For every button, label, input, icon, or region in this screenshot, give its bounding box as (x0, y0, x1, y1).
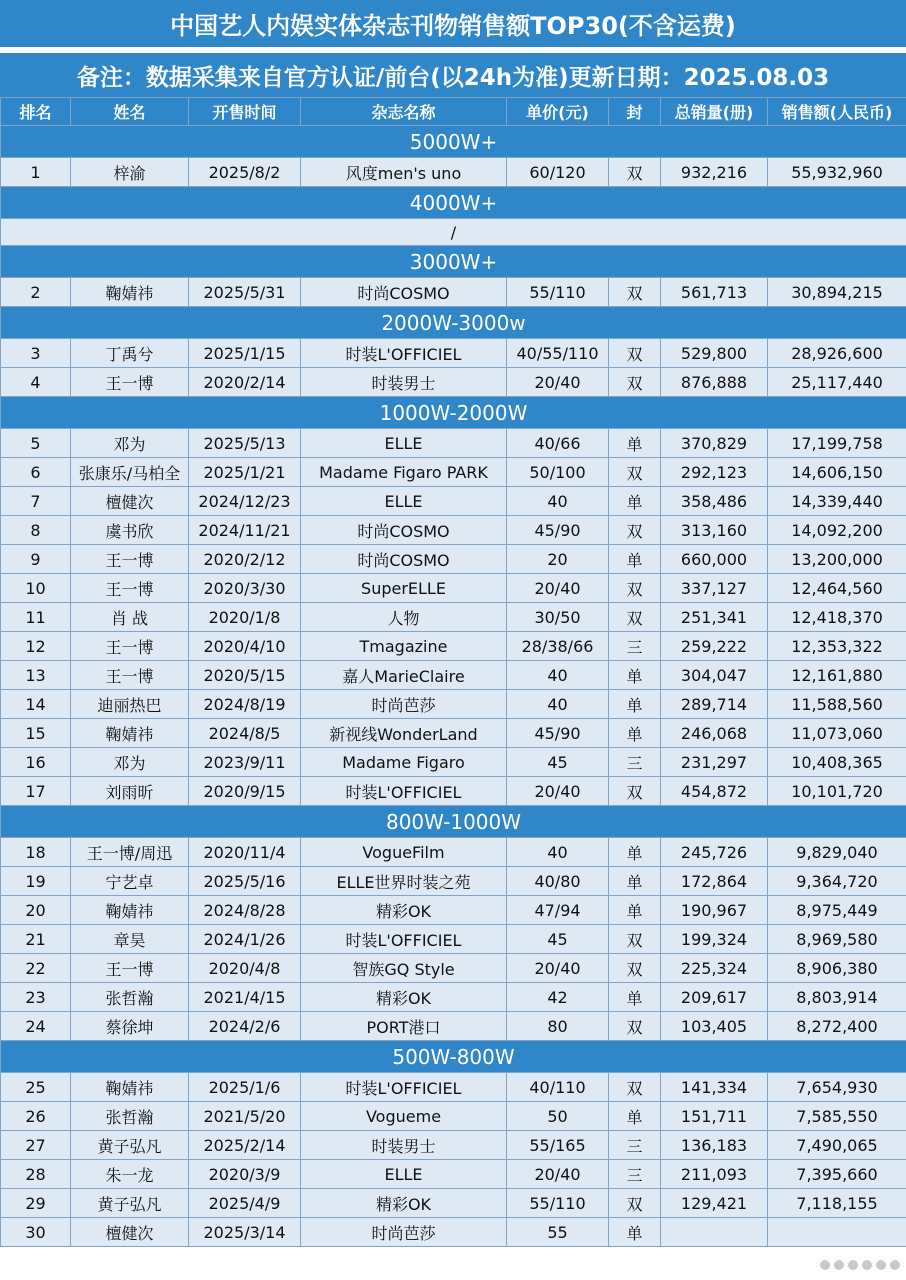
cell-rank: 24 (1, 1012, 71, 1041)
cell-release-date: 2020/2/12 (189, 545, 301, 574)
cell-total-sales: 304,047 (661, 661, 768, 690)
cell-magazine: 时装L'OFFICIEL (301, 925, 507, 954)
cell-total-sales: 292,123 (661, 458, 768, 487)
cell-total-sales: 251,341 (661, 603, 768, 632)
cell-magazine: ELLE (301, 487, 507, 516)
cell-unit-price: 30/50 (507, 603, 609, 632)
cell-revenue: 12,161,880 (768, 661, 906, 690)
cell-cover: 双 (609, 339, 661, 368)
cell-name: 鞠婧祎 (71, 1073, 189, 1102)
table-row (1, 632, 906, 661)
cell-revenue: 12,418,370 (768, 603, 906, 632)
cell-unit-price: 40/55/110 (507, 339, 609, 368)
cell-cover: 双 (609, 368, 661, 397)
cell-unit-price: 47/94 (507, 896, 609, 925)
cell-release-date: 2024/1/26 (189, 925, 301, 954)
cell-magazine: ELLE世界时装之苑 (301, 867, 507, 896)
table-row (1, 545, 906, 574)
cell-release-date: 2020/11/4 (189, 838, 301, 867)
tier-band-row (1, 187, 906, 219)
cell-name: 黄子弘凡 (71, 1131, 189, 1160)
cell-release-date: 2024/11/21 (189, 516, 301, 545)
cell-cover: 双 (609, 777, 661, 806)
cell-unit-price: 80 (507, 1012, 609, 1041)
cell-magazine: ELLE (301, 429, 507, 458)
cell-release-date: 2023/9/11 (189, 748, 301, 777)
cell-unit-price: 45/90 (507, 719, 609, 748)
cell-cover: 单 (609, 838, 661, 867)
col-header-unit-price: 单价(元) (507, 98, 609, 126)
cell-release-date: 2025/8/2 (189, 158, 301, 187)
cell-rank: 27 (1, 1131, 71, 1160)
cell-name: 王一博 (71, 632, 189, 661)
tier-label: 4000W+ (1, 187, 906, 219)
table-row (1, 603, 906, 632)
cell-total-sales: 337,127 (661, 574, 768, 603)
cell-release-date: 2020/4/10 (189, 632, 301, 661)
cell-magazine: PORT港口 (301, 1012, 507, 1041)
cell-release-date: 2021/5/20 (189, 1102, 301, 1131)
cell-total-sales: 211,093 (661, 1160, 768, 1189)
cell-rank: 3 (1, 339, 71, 368)
cell-rank: 4 (1, 368, 71, 397)
cell-rank: 5 (1, 429, 71, 458)
cell-magazine: 嘉人MarieClaire (301, 661, 507, 690)
cell-revenue: 12,464,560 (768, 574, 906, 603)
cell-total-sales: 876,888 (661, 368, 768, 397)
cell-revenue: 30,894,215 (768, 278, 906, 307)
cell-total-sales: 932,216 (661, 158, 768, 187)
cell-cover: 双 (609, 574, 661, 603)
tier-label: 2000W-3000w (1, 307, 906, 339)
table-row (1, 458, 906, 487)
cell-unit-price: 20/40 (507, 368, 609, 397)
cell-name: 梓渝 (71, 158, 189, 187)
cell-release-date: 2025/5/16 (189, 867, 301, 896)
cell-cover: 单 (609, 661, 661, 690)
cell-magazine: 人物 (301, 603, 507, 632)
cell-total-sales: 151,711 (661, 1102, 768, 1131)
cell-cover: 双 (609, 458, 661, 487)
table-row (1, 339, 906, 368)
cell-unit-price: 45/90 (507, 516, 609, 545)
cell-total-sales: 225,324 (661, 954, 768, 983)
cell-name: 章昊 (71, 925, 189, 954)
cell-revenue: 25,117,440 (768, 368, 906, 397)
cell-magazine: SuperELLE (301, 574, 507, 603)
cell-name: 王一博/周迅 (71, 838, 189, 867)
col-header-rank: 排名 (1, 98, 71, 126)
cell-magazine: 风度men's uno (301, 158, 507, 187)
cell-name: 张康乐/马柏全 (71, 458, 189, 487)
cell-name: 肖 战 (71, 603, 189, 632)
cell-name: 虞书欣 (71, 516, 189, 545)
table-row (1, 748, 906, 777)
cell-cover: 单 (609, 983, 661, 1012)
cell-rank: 13 (1, 661, 71, 690)
table-row (1, 954, 906, 983)
cell-revenue: 8,969,580 (768, 925, 906, 954)
cell-revenue: 28,926,600 (768, 339, 906, 368)
table-row (1, 661, 906, 690)
cell-cover: 双 (609, 278, 661, 307)
cell-unit-price: 40 (507, 690, 609, 719)
cell-unit-price: 40 (507, 838, 609, 867)
cell-release-date: 2020/5/15 (189, 661, 301, 690)
cell-release-date: 2025/5/31 (189, 278, 301, 307)
cell-release-date: 2021/4/15 (189, 983, 301, 1012)
table-row (1, 777, 906, 806)
header-row (1, 98, 906, 126)
cell-unit-price: 50/100 (507, 458, 609, 487)
cell-revenue: 8,975,449 (768, 896, 906, 925)
table-row (1, 487, 906, 516)
cell-magazine: 时尚COSMO (301, 516, 507, 545)
cell-magazine: 时装L'OFFICIEL (301, 777, 507, 806)
cell-release-date: 2025/1/15 (189, 339, 301, 368)
cell-rank: 8 (1, 516, 71, 545)
cell-magazine: 精彩OK (301, 1189, 507, 1218)
table-row (1, 983, 906, 1012)
cell-name: 王一博 (71, 545, 189, 574)
cell-name: 鞠婧祎 (71, 896, 189, 925)
cell-revenue: 14,606,150 (768, 458, 906, 487)
cell-release-date: 2025/2/14 (189, 1131, 301, 1160)
tier-label: 500W-800W (1, 1041, 906, 1073)
cell-magazine: 时尚芭莎 (301, 690, 507, 719)
cell-name: 丁禹兮 (71, 339, 189, 368)
cell-magazine: Madame Figaro (301, 748, 507, 777)
cell-total-sales: 370,829 (661, 429, 768, 458)
cell-name: 张哲瀚 (71, 1102, 189, 1131)
col-header-name: 姓名 (71, 98, 189, 126)
cell-revenue: 7,395,660 (768, 1160, 906, 1189)
cell-name: 黄子弘凡 (71, 1189, 189, 1218)
cell-unit-price: 40/80 (507, 867, 609, 896)
cell-total-sales: 529,800 (661, 339, 768, 368)
cell-magazine: 时装L'OFFICIEL (301, 1073, 507, 1102)
cell-total-sales: 313,160 (661, 516, 768, 545)
cell-cover: 单 (609, 1218, 661, 1247)
table-row (1, 368, 906, 397)
cell-rank: 7 (1, 487, 71, 516)
cell-revenue: 14,339,440 (768, 487, 906, 516)
cell-cover: 双 (609, 1073, 661, 1102)
cell-revenue: 7,585,550 (768, 1102, 906, 1131)
cell-revenue: 17,199,758 (768, 429, 906, 458)
cell-cover: 单 (609, 719, 661, 748)
ranking-table (0, 97, 906, 1247)
cell-name: 鞠婧祎 (71, 278, 189, 307)
cell-rank: 16 (1, 748, 71, 777)
cell-rank: 1 (1, 158, 71, 187)
cell-revenue: 55,932,960 (768, 158, 906, 187)
cell-rank: 28 (1, 1160, 71, 1189)
cell-name: 邓为 (71, 748, 189, 777)
cell-name: 王一博 (71, 954, 189, 983)
cell-release-date: 2024/8/28 (189, 896, 301, 925)
cell-total-sales (661, 1218, 768, 1247)
cell-total-sales: 231,297 (661, 748, 768, 777)
cell-unit-price: 20 (507, 545, 609, 574)
cell-name: 宁艺卓 (71, 867, 189, 896)
cell-cover: 单 (609, 690, 661, 719)
cell-rank: 11 (1, 603, 71, 632)
cell-release-date: 2025/4/9 (189, 1189, 301, 1218)
cell-release-date: 2024/8/19 (189, 690, 301, 719)
cell-total-sales: 289,714 (661, 690, 768, 719)
table-row (1, 1102, 906, 1131)
cell-revenue: 8,272,400 (768, 1012, 906, 1041)
cell-cover: 单 (609, 1102, 661, 1131)
cell-revenue: 11,073,060 (768, 719, 906, 748)
cell-magazine: VogueFilm (301, 838, 507, 867)
cell-unit-price: 20/40 (507, 777, 609, 806)
cell-revenue: 10,408,365 (768, 748, 906, 777)
cell-magazine: 时尚COSMO (301, 278, 507, 307)
table-row (1, 1012, 906, 1041)
cell-total-sales: 199,324 (661, 925, 768, 954)
cell-release-date: 2024/12/23 (189, 487, 301, 516)
cell-cover: 双 (609, 603, 661, 632)
cell-total-sales: 358,486 (661, 487, 768, 516)
table-row (1, 719, 906, 748)
table-row (1, 1218, 906, 1247)
col-header-release-date: 开售时间 (189, 98, 301, 126)
table-row (1, 278, 906, 307)
cell-rank: 26 (1, 1102, 71, 1131)
cell-total-sales: 454,872 (661, 777, 768, 806)
cell-cover: 双 (609, 954, 661, 983)
cell-total-sales: 136,183 (661, 1131, 768, 1160)
cell-cover: 三 (609, 1160, 661, 1189)
cell-name: 张哲瀚 (71, 983, 189, 1012)
cell-name: 檀健次 (71, 1218, 189, 1247)
cell-name: 蔡徐坤 (71, 1012, 189, 1041)
cell-cover: 三 (609, 1131, 661, 1160)
cell-total-sales: 561,713 (661, 278, 768, 307)
cell-revenue: 10,101,720 (768, 777, 906, 806)
cell-magazine: Madame Figaro PARK (301, 458, 507, 487)
cell-magazine: Tmagazine (301, 632, 507, 661)
col-header-cover: 封 (609, 98, 661, 126)
cell-revenue: 7,118,155 (768, 1189, 906, 1218)
cell-rank: 25 (1, 1073, 71, 1102)
cell-release-date: 2025/3/14 (189, 1218, 301, 1247)
cell-cover: 单 (609, 896, 661, 925)
cell-revenue: 8,906,380 (768, 954, 906, 983)
cell-magazine: 精彩OK (301, 896, 507, 925)
cell-unit-price: 28/38/66 (507, 632, 609, 661)
cell-revenue: 12,353,322 (768, 632, 906, 661)
cell-name: 刘雨昕 (71, 777, 189, 806)
cell-unit-price: 40/66 (507, 429, 609, 458)
cell-magazine: 智族GQ Style (301, 954, 507, 983)
watermark-dots (750, 1258, 900, 1272)
cell-revenue: 7,490,065 (768, 1131, 906, 1160)
table-row (1, 838, 906, 867)
cell-magazine: 精彩OK (301, 983, 507, 1012)
cell-magazine: 时装男士 (301, 1131, 507, 1160)
cell-unit-price: 55/110 (507, 278, 609, 307)
cell-unit-price: 55 (507, 1218, 609, 1247)
cell-cover: 双 (609, 158, 661, 187)
cell-magazine: 新视线WonderLand (301, 719, 507, 748)
col-header-total-sales: 总销量(册) (661, 98, 768, 126)
cell-cover: 双 (609, 516, 661, 545)
cell-rank: 9 (1, 545, 71, 574)
cell-rank: 17 (1, 777, 71, 806)
cell-release-date: 2025/1/6 (189, 1073, 301, 1102)
cell-unit-price: 60/120 (507, 158, 609, 187)
cell-release-date: 2020/1/8 (189, 603, 301, 632)
cell-total-sales: 103,405 (661, 1012, 768, 1041)
col-header-revenue: 销售额(人民币) (768, 98, 906, 126)
cell-name: 王一博 (71, 368, 189, 397)
table-row (1, 1160, 906, 1189)
cell-rank: 19 (1, 867, 71, 896)
cell-rank: 12 (1, 632, 71, 661)
cell-cover: 单 (609, 867, 661, 896)
cell-revenue (768, 1218, 906, 1247)
cell-unit-price: 20/40 (507, 954, 609, 983)
table-row (1, 1131, 906, 1160)
cell-name: 朱一龙 (71, 1160, 189, 1189)
cell-revenue: 13,200,000 (768, 545, 906, 574)
cell-revenue: 7,654,930 (768, 1073, 906, 1102)
tier-label: 5000W+ (1, 126, 906, 158)
cell-release-date: 2020/9/15 (189, 777, 301, 806)
cell-release-date: 2020/3/30 (189, 574, 301, 603)
tier-band-row (1, 1041, 906, 1073)
tier-label: 1000W-2000W (1, 397, 906, 429)
cell-rank: 2 (1, 278, 71, 307)
cell-unit-price: 45 (507, 925, 609, 954)
empty-tier-row (1, 219, 906, 246)
cell-total-sales: 259,222 (661, 632, 768, 661)
data-source-note: 备注：数据采集来自官方认证/前台(以24h为准)更新日期：2025.08.03 (0, 53, 906, 97)
cell-cover: 三 (609, 632, 661, 661)
cell-unit-price: 55/110 (507, 1189, 609, 1218)
cell-magazine: Vogueme (301, 1102, 507, 1131)
cell-cover: 单 (609, 487, 661, 516)
table-row (1, 516, 906, 545)
cell-total-sales: 209,617 (661, 983, 768, 1012)
table-row (1, 429, 906, 458)
cell-cover: 单 (609, 545, 661, 574)
cell-total-sales: 246,068 (661, 719, 768, 748)
cell-rank: 20 (1, 896, 71, 925)
cell-magazine: 时尚芭莎 (301, 1218, 507, 1247)
cell-rank: 21 (1, 925, 71, 954)
cell-release-date: 2020/4/8 (189, 954, 301, 983)
cell-magazine: 时装L'OFFICIEL (301, 339, 507, 368)
cell-unit-price: 50 (507, 1102, 609, 1131)
tier-label: 3000W+ (1, 246, 906, 278)
col-header-magazine: 杂志名称 (301, 98, 507, 126)
empty-tier-marker: / (1, 219, 906, 246)
cell-cover: 双 (609, 1189, 661, 1218)
cell-name: 王一博 (71, 574, 189, 603)
cell-release-date: 2025/5/13 (189, 429, 301, 458)
table-row (1, 1189, 906, 1218)
cell-cover: 双 (609, 925, 661, 954)
cell-rank: 15 (1, 719, 71, 748)
table-row (1, 574, 906, 603)
cell-name: 王一博 (71, 661, 189, 690)
cell-rank: 29 (1, 1189, 71, 1218)
cell-cover: 单 (609, 429, 661, 458)
cell-revenue: 9,364,720 (768, 867, 906, 896)
cell-release-date: 2024/2/6 (189, 1012, 301, 1041)
table-row (1, 158, 906, 187)
cell-release-date: 2020/2/14 (189, 368, 301, 397)
cell-unit-price: 45 (507, 748, 609, 777)
cell-total-sales: 660,000 (661, 545, 768, 574)
cell-unit-price: 55/165 (507, 1131, 609, 1160)
cell-revenue: 14,092,200 (768, 516, 906, 545)
cell-total-sales: 190,967 (661, 896, 768, 925)
tier-band-row (1, 397, 906, 429)
cell-unit-price: 42 (507, 983, 609, 1012)
cell-revenue: 8,803,914 (768, 983, 906, 1012)
cell-total-sales: 141,334 (661, 1073, 768, 1102)
cell-rank: 23 (1, 983, 71, 1012)
cell-magazine: ELLE (301, 1160, 507, 1189)
page-title: 中国艺人内娱实体杂志刊物销售额TOP30(不含运费) (0, 0, 906, 50)
table-row (1, 690, 906, 719)
table-row (1, 896, 906, 925)
cell-total-sales: 129,421 (661, 1189, 768, 1218)
tier-band-row (1, 126, 906, 158)
cell-total-sales: 245,726 (661, 838, 768, 867)
cell-name: 邓为 (71, 429, 189, 458)
tier-label: 800W-1000W (1, 806, 906, 838)
cell-release-date: 2025/1/21 (189, 458, 301, 487)
cell-rank: 10 (1, 574, 71, 603)
cell-unit-price: 40/110 (507, 1073, 609, 1102)
table-row (1, 925, 906, 954)
cell-unit-price: 20/40 (507, 574, 609, 603)
cell-cover: 三 (609, 748, 661, 777)
tier-band-row (1, 307, 906, 339)
cell-rank: 14 (1, 690, 71, 719)
tier-band-row (1, 806, 906, 838)
cell-rank: 22 (1, 954, 71, 983)
cell-total-sales: 172,864 (661, 867, 768, 896)
cell-unit-price: 20/40 (507, 1160, 609, 1189)
cell-revenue: 9,829,040 (768, 838, 906, 867)
cell-release-date: 2024/8/5 (189, 719, 301, 748)
cell-rank: 6 (1, 458, 71, 487)
table-row (1, 1073, 906, 1102)
cell-rank: 18 (1, 838, 71, 867)
cell-magazine: 时装男士 (301, 368, 507, 397)
cell-revenue: 11,588,560 (768, 690, 906, 719)
cell-release-date: 2020/3/9 (189, 1160, 301, 1189)
cell-cover: 双 (609, 1012, 661, 1041)
cell-magazine: 时尚COSMO (301, 545, 507, 574)
tier-band-row (1, 246, 906, 278)
cell-name: 鞠婧祎 (71, 719, 189, 748)
cell-unit-price: 40 (507, 661, 609, 690)
cell-rank: 30 (1, 1218, 71, 1247)
cell-name: 檀健次 (71, 487, 189, 516)
table-row (1, 867, 906, 896)
cell-name: 迪丽热巴 (71, 690, 189, 719)
cell-unit-price: 40 (507, 487, 609, 516)
